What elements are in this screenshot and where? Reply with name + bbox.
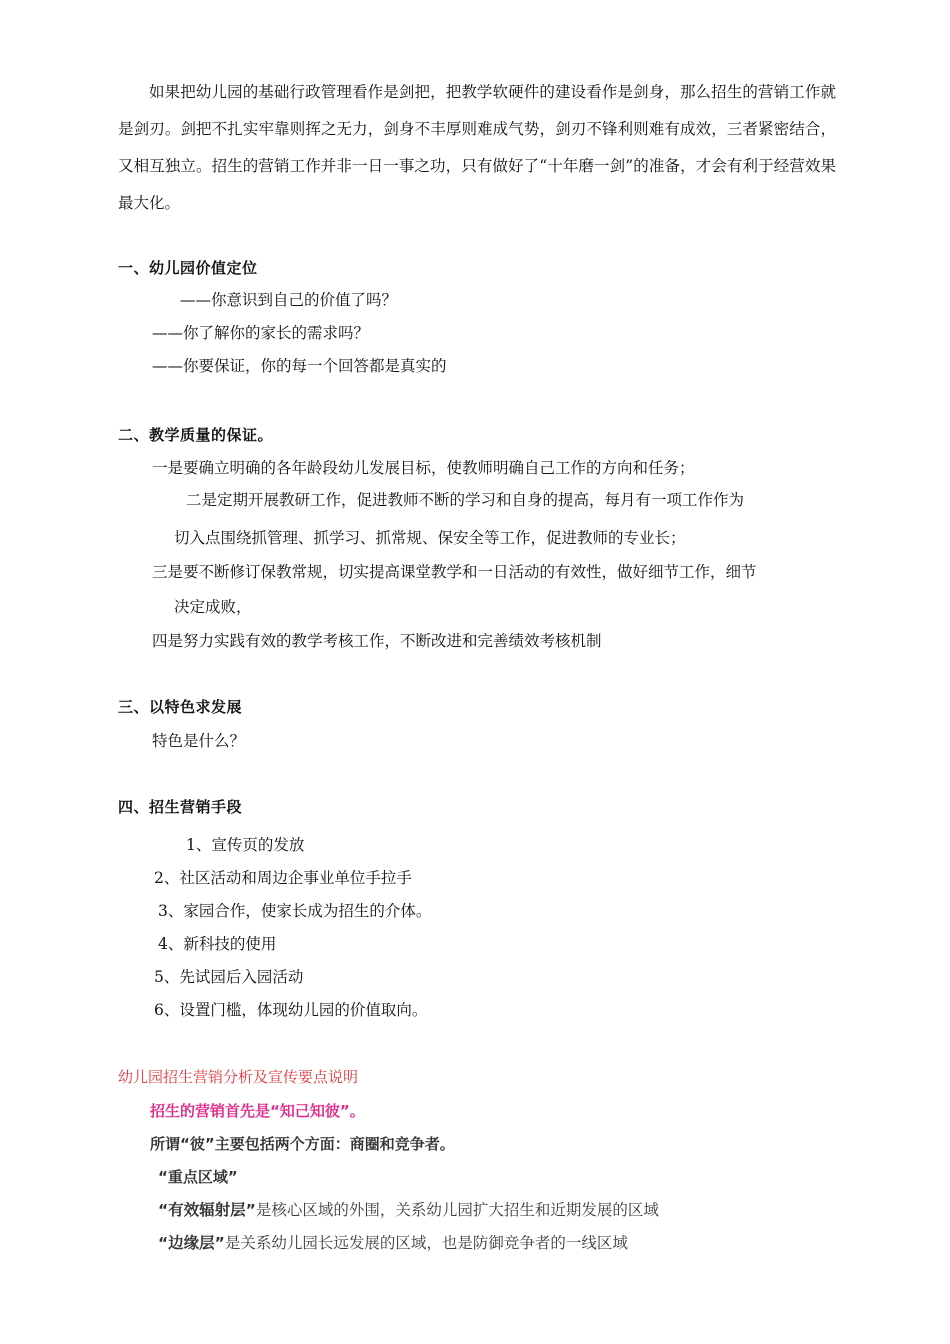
section-4-item: 6、设置门槛，体现幼儿园的价值取向。: [154, 1001, 428, 1019]
analysis-edge-term: “边缘层”: [158, 1234, 225, 1252]
section-4-item: 3、家园合作，使家长成为招生的介体。: [158, 902, 432, 920]
section-2-item: 二是定期开展教研工作，促进教师不断的学习和自身的提高，每月有一项工作作为: [186, 491, 745, 509]
section-2-item: 一是要确立明确的各年龄段幼儿发展目标，使教师明确自己工作的方向和任务；: [152, 459, 695, 477]
analysis-key-area: “重点区域”: [158, 1168, 238, 1186]
analysis-edge-desc: 是关系幼儿园长远发展的区域，也是防御竞争者的一线区域: [224, 1234, 628, 1252]
section-2-item: 四是努力实践有效的教学考核工作，不断改进和完善绩效考核机制: [152, 632, 602, 650]
section-4-heading: 四、招生营销手段: [118, 798, 243, 816]
section-1-heading: 一、幼儿园价值定位: [118, 259, 258, 277]
section-4-item: 4、新科技的使用: [158, 935, 277, 953]
section-4-item: 1、宣传页的发放: [186, 836, 305, 854]
analysis-effective-desc: 是核心区域的外围，关系幼儿园扩大招生和近期发展的区域: [255, 1201, 659, 1219]
section-3-item: 特色是什么？: [152, 732, 246, 750]
analysis-title: 幼儿园招生营销分析及宣传要点说明: [118, 1068, 359, 1086]
section-1-item: ——你意识到自己的价值了吗？: [180, 291, 398, 309]
section-1-item: ——你了解你的家长的需求吗？: [152, 324, 370, 342]
analysis-effective-term: “有效辐射层”: [158, 1201, 256, 1219]
section-2-item: 决定成败，: [174, 598, 252, 616]
analysis-lead: 招生的营销首先是“知己知彼”。: [150, 1102, 365, 1120]
section-2-heading: 二、教学质量的保证。: [118, 426, 274, 444]
section-2-item: 切入点围绕抓管理、抓学习、抓常规、保安全等工作，促进教师的专业长；: [174, 529, 686, 547]
analysis-effective-line: [158, 1200, 659, 1220]
section-4-item: 2、社区活动和周边企事业单位手拉手: [154, 869, 412, 887]
section-2-item: 三是要不断修订保教常规，切实提高课堂教学和一日活动的有效性，做好细节工作，细节: [152, 563, 757, 581]
intro-paragraph: 如果把幼儿园的基础行政管理看作是剑把，把教学软硬件的建设看作是剑身，那么招生的营销工作就是剑刃。剑把不扎实牢靠则挥之无力，剑身不丰厚则难成气势，剑刃不锋利则难有成效，三者紧密结合，又相互独立。招生的营销工作并非一日一事之功，只有做好了“十年磨一剑”的准备，才会有利于经营效果最大化。: [118, 83, 836, 212]
analysis-bi: 所谓“彼”主要包括两个方面：商圈和竞争者。: [150, 1135, 455, 1153]
section-1-item: ——你要保证，你的每一个回答都是真实的: [152, 357, 447, 375]
analysis-edge-line: [158, 1233, 628, 1253]
section-3-heading: 三、以特色求发展: [118, 698, 243, 716]
section-4-item: 5、先试园后入园活动: [154, 968, 304, 986]
